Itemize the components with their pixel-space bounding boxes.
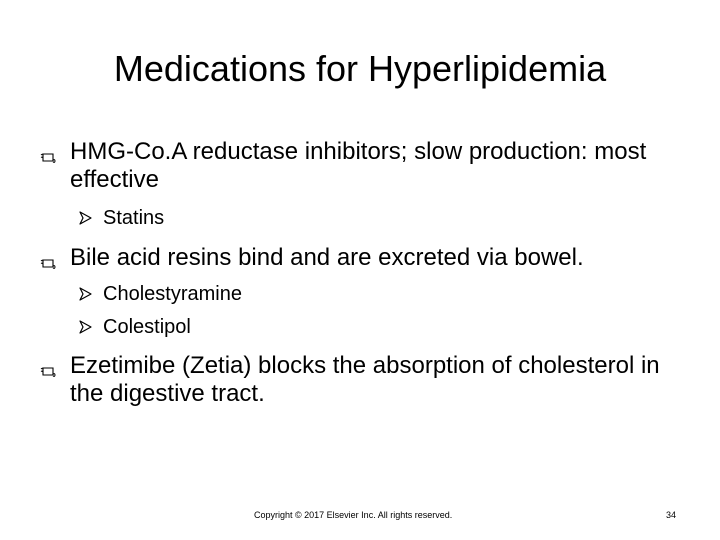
slide-title: Medications for Hyperlipidemia (113, 48, 607, 89)
arrowhead-bullet-icon (78, 320, 92, 334)
page-number: 34 (666, 510, 677, 520)
scroll-bullet-icon (40, 152, 56, 164)
bullet-text: HMG-Co.A reductase inhibitors; slow production: most effective (70, 138, 647, 193)
copyright-footer: Copyright © 2017 Elsevier Inc. All rights reserved. (254, 510, 453, 520)
bullet-item (40, 244, 680, 272)
bullet-item (40, 138, 680, 194)
arrowhead-bullet-icon (78, 287, 92, 301)
bullet-text: Ezetimibe (Zetia) blocks the absorption of cholesterol in the digestive tract. (70, 352, 660, 407)
sub-bullet-item (78, 282, 638, 306)
sub-bullet-text: Colestipol (103, 316, 191, 338)
bullet-item (40, 352, 680, 408)
sub-bullet-text: Statins (103, 207, 165, 229)
arrowhead-bullet-icon (78, 211, 92, 225)
scroll-bullet-icon (40, 366, 56, 378)
sub-bullet-item (78, 315, 638, 339)
bullet-text: Bile acid resins bind and are excreted via bowel. (70, 244, 584, 271)
scroll-bullet-icon (40, 258, 56, 270)
sub-bullet-item (78, 206, 638, 230)
sub-bullet-text: Cholestyramine (103, 283, 242, 305)
